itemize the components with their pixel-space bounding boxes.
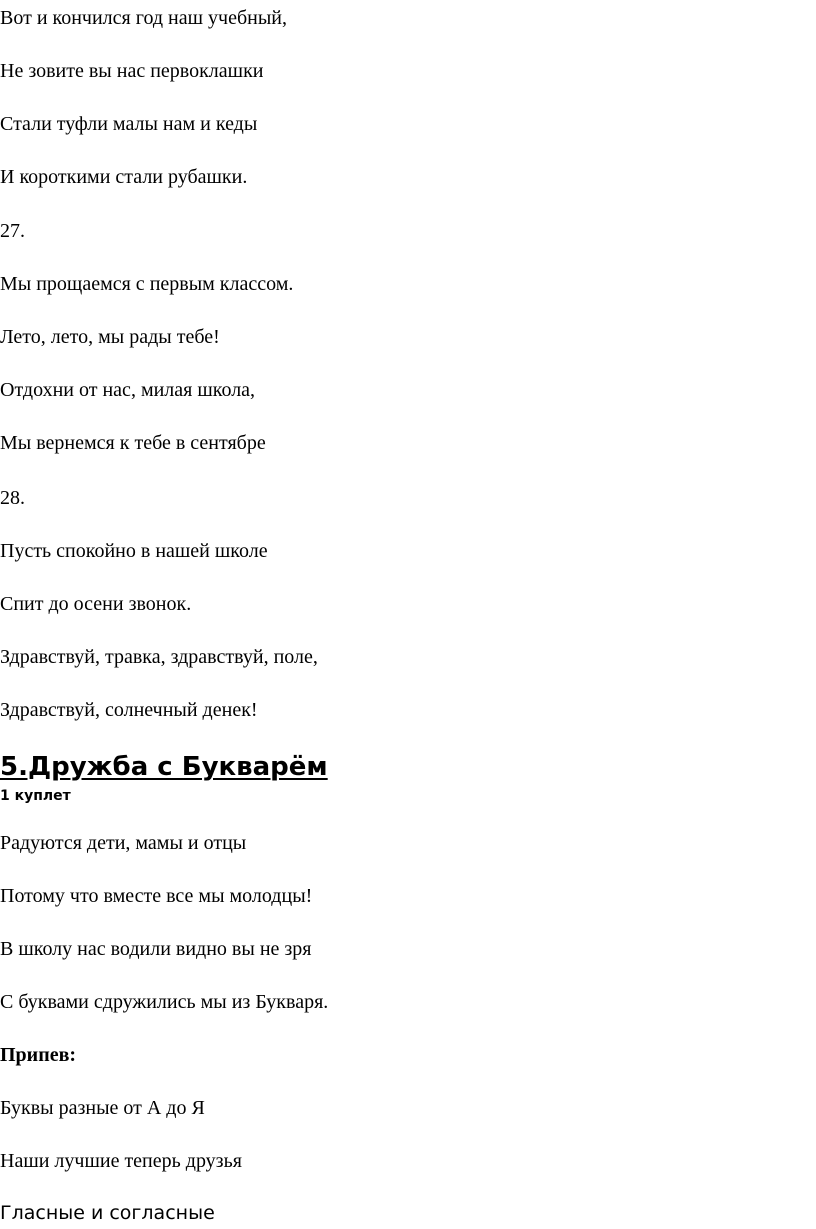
- poem-line: Мы прощаемся с первым классом.: [0, 273, 294, 295]
- poem-line: Не зовите вы нас первоклашки: [0, 60, 264, 82]
- poem-line: Здравствуй, солнечный денек!: [0, 699, 258, 721]
- chorus-label: Припев:: [0, 1044, 77, 1066]
- verse-label: 1 куплет: [0, 788, 71, 804]
- poem-line: Стали туфли малы нам и кеды: [0, 113, 258, 135]
- stanza-number: 27.: [0, 220, 25, 242]
- poem-line: Спит до осени звонок.: [0, 593, 192, 615]
- song-line: Потому что вместе все мы молодцы!: [0, 885, 313, 907]
- song-line: Наши лучшие теперь друзья: [0, 1150, 242, 1172]
- poem-line: Пусть спокойно в нашей школе: [0, 540, 268, 562]
- song-title: 5.Дружба с Букварём: [0, 752, 328, 782]
- song-line: В школу нас водили видно вы не зря: [0, 938, 312, 960]
- song-line: С буквами сдружились мы из Букваря.: [0, 991, 329, 1013]
- song-line: Радуются дети, мамы и отцы: [0, 832, 247, 854]
- poem-line: Отдохни от нас, милая школа,: [0, 379, 256, 401]
- poem-line: Здравствуй, травка, здравствуй, поле,: [0, 646, 318, 668]
- poem-line: Лето, лето, мы рады тебе!: [0, 326, 220, 348]
- poem-line: И короткими стали рубашки.: [0, 166, 248, 188]
- stanza-number: 28.: [0, 487, 25, 509]
- poem-line: Вот и кончился год наш учебный,: [0, 7, 287, 29]
- poem-line: Мы вернемся к тебе в сентябре: [0, 432, 266, 454]
- song-line: Гласные и согласные: [0, 1202, 215, 1224]
- song-line: Буквы разные от А до Я: [0, 1097, 205, 1119]
